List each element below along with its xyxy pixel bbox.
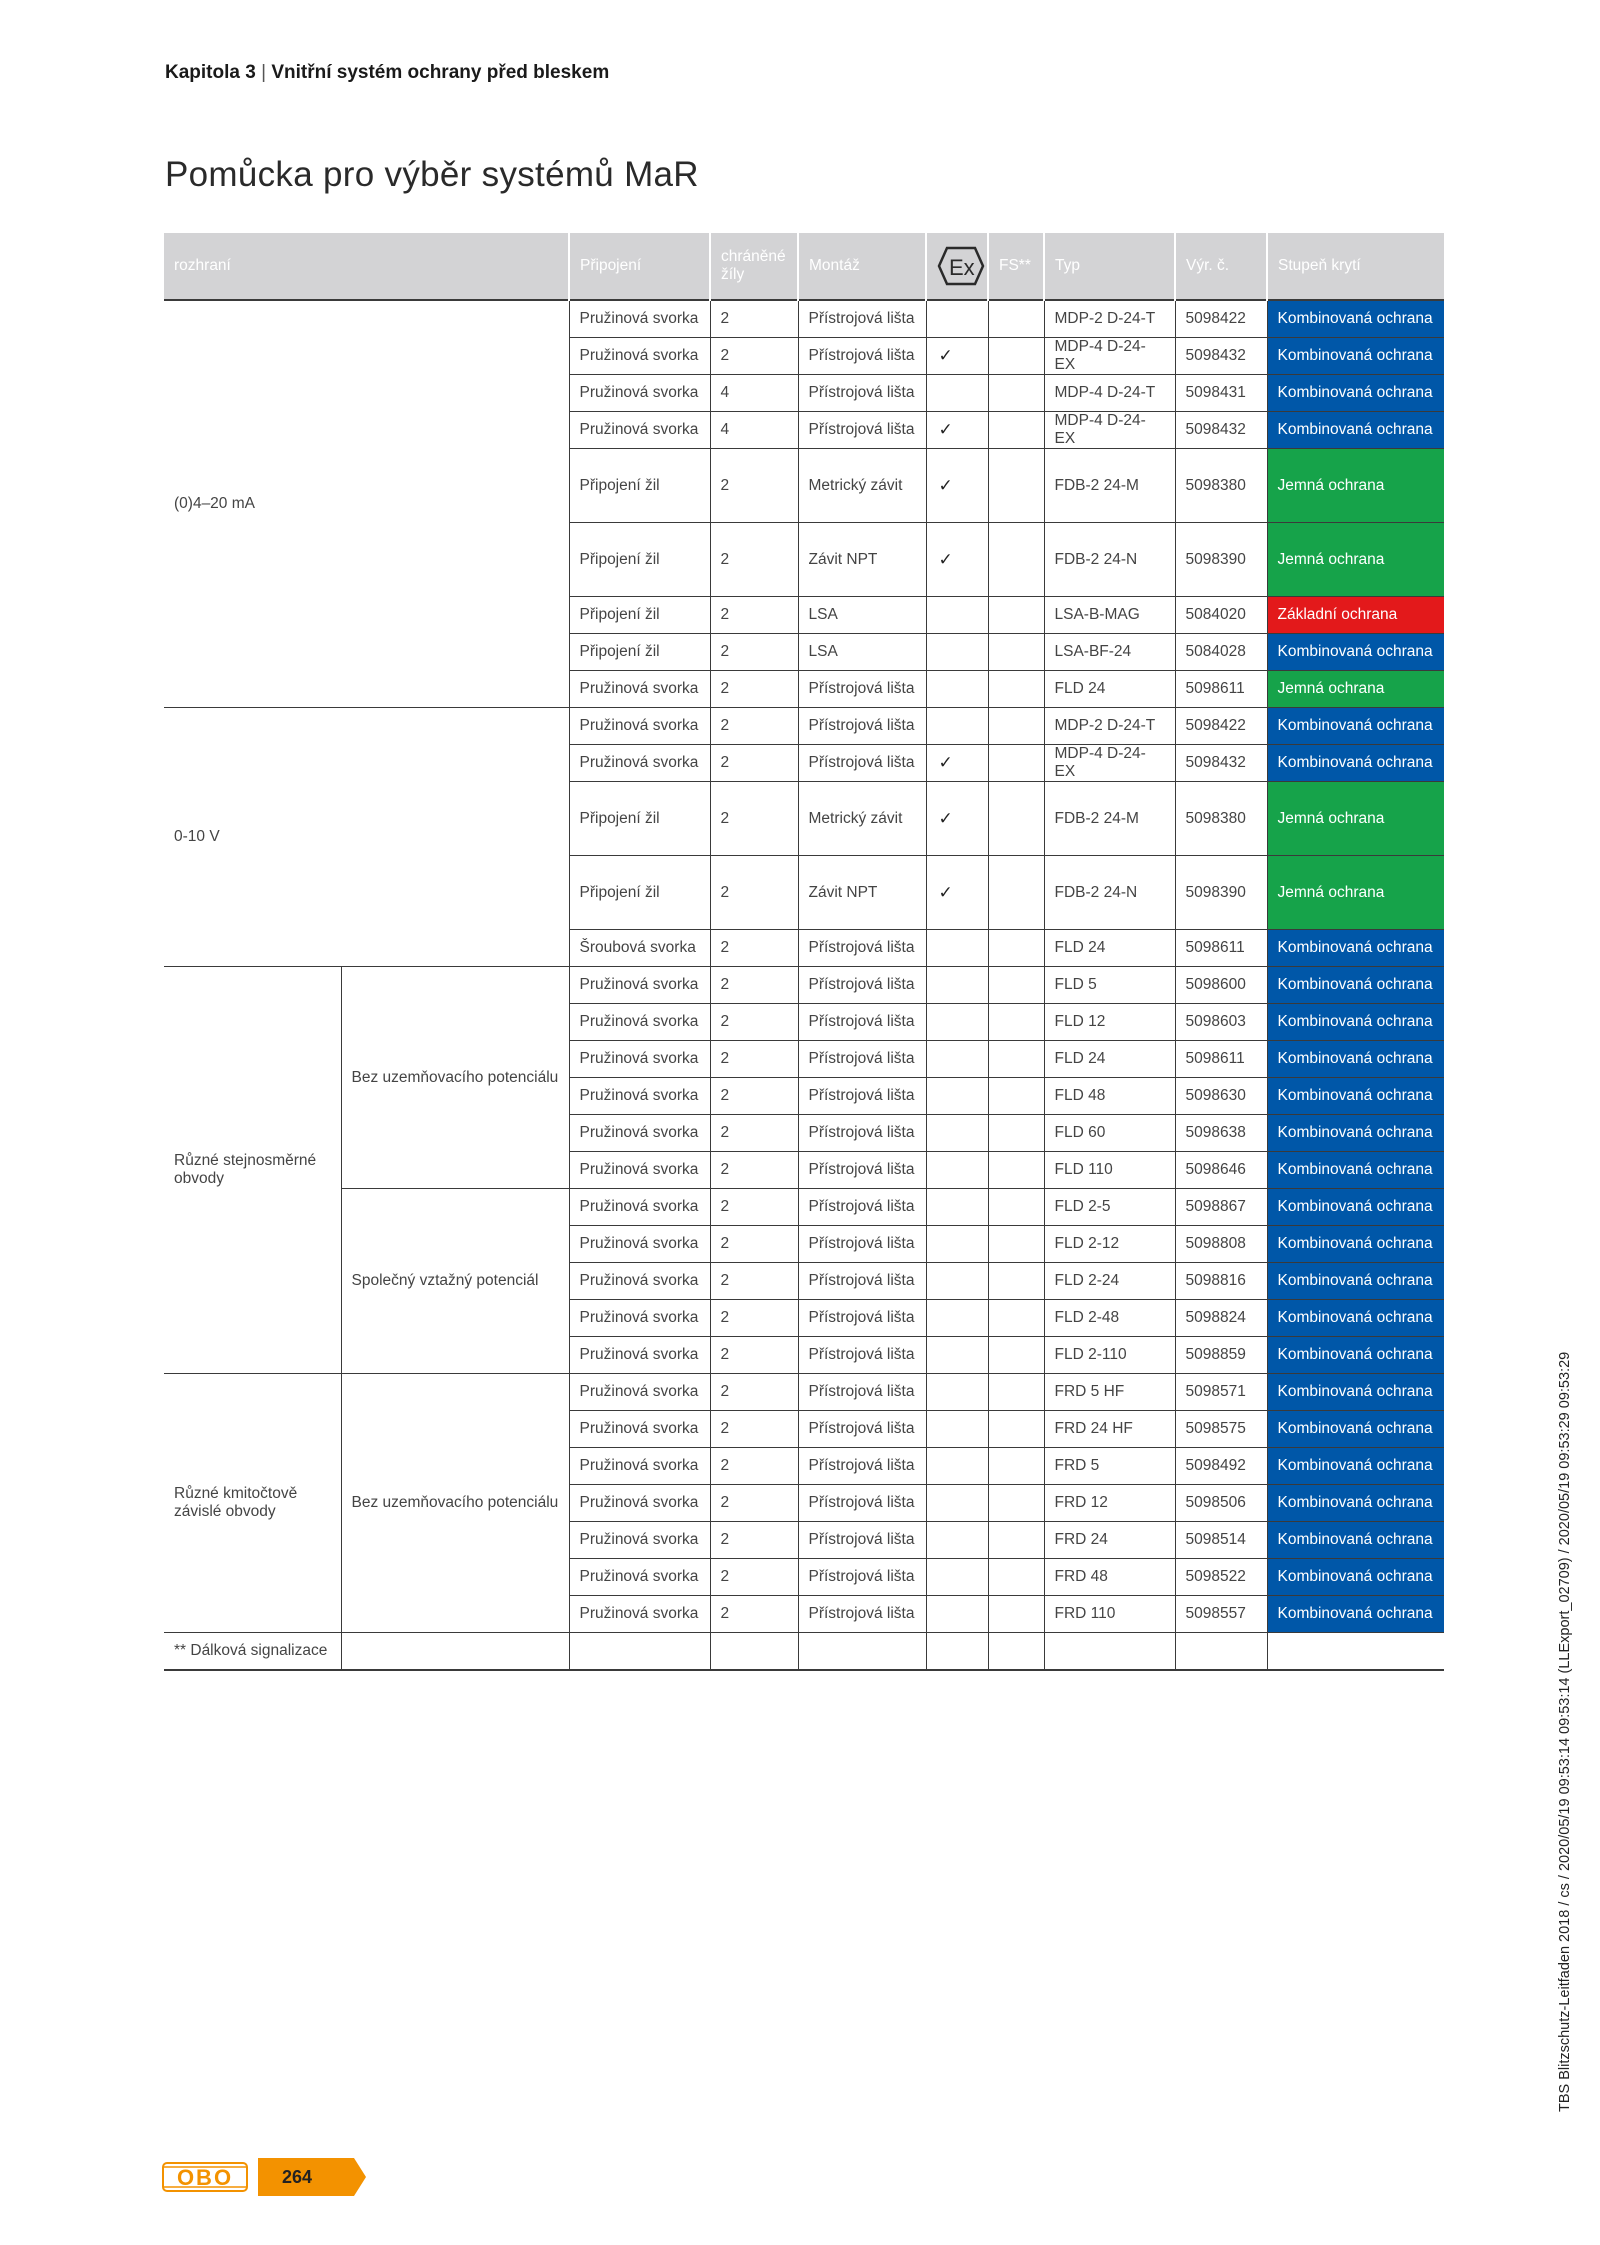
cell-typ: FLD 5	[1044, 967, 1175, 1004]
cell-stupen: Kombinovaná ochrana	[1267, 1226, 1444, 1263]
header-zily: chráněné žíly	[710, 233, 798, 300]
cell-vyr: 5098432	[1175, 412, 1267, 449]
cell-typ: FRD 24 HF	[1044, 1411, 1175, 1448]
ex-icon	[937, 245, 985, 287]
cell-stupen: Kombinovaná ochrana	[1267, 300, 1444, 338]
empty-cell	[341, 1633, 569, 1671]
cell-vyr: 5098575	[1175, 1411, 1267, 1448]
cell-stupen: Jemná ochrana	[1267, 449, 1444, 523]
cell-montaz: Přístrojová lišta	[798, 1004, 926, 1041]
header-rozhrani: rozhraní	[164, 233, 569, 300]
cell-montaz: Metrický závit	[798, 449, 926, 523]
cell-vyr: 5098390	[1175, 856, 1267, 930]
cell-pripojeni: Pružinová svorka	[569, 1411, 710, 1448]
cell-typ: LSA-BF-24	[1044, 634, 1175, 671]
cell-stupen: Kombinovaná ochrana	[1267, 1152, 1444, 1189]
cell-stupen: Kombinovaná ochrana	[1267, 1522, 1444, 1559]
cell-vyr: 5098571	[1175, 1374, 1267, 1411]
cell-vyr: 5098808	[1175, 1226, 1267, 1263]
cell-stupen: Kombinovaná ochrana	[1267, 1448, 1444, 1485]
cell-zily: 2	[710, 634, 798, 671]
cell-stupen: Kombinovaná ochrana	[1267, 1300, 1444, 1337]
page-number: 264	[282, 2167, 313, 2187]
cell-vyr: 5098646	[1175, 1152, 1267, 1189]
header-vyr: Výr. č.	[1175, 233, 1267, 300]
cell-typ: MDP-4 D-24-EX	[1044, 338, 1175, 375]
cell-ex	[926, 1152, 988, 1189]
cell-stupen: Kombinovaná ochrana	[1267, 967, 1444, 1004]
cell-ex	[926, 1004, 988, 1041]
cell-fs	[988, 300, 1044, 338]
cell-pripojeni: Pružinová svorka	[569, 338, 710, 375]
cell-pripojeni: Pružinová svorka	[569, 1004, 710, 1041]
cell-fs	[988, 412, 1044, 449]
cell-pripojeni: Pružinová svorka	[569, 1041, 710, 1078]
cell-pripojeni: Připojení žil	[569, 634, 710, 671]
group-label: Různé stejnosměrné obvody	[164, 967, 341, 1374]
cell-zily: 4	[710, 412, 798, 449]
cell-zily: 2	[710, 708, 798, 745]
empty-cell	[798, 1633, 926, 1671]
cell-montaz: Přístrojová lišta	[798, 1485, 926, 1522]
group-label: (0)4–20 mA	[164, 300, 569, 708]
cell-vyr: 5098816	[1175, 1263, 1267, 1300]
cell-fs	[988, 1374, 1044, 1411]
cell-ex	[926, 1374, 988, 1411]
cell-typ: MDP-4 D-24-T	[1044, 375, 1175, 412]
cell-fs	[988, 1041, 1044, 1078]
header-stupen: Stupeň krytí	[1267, 233, 1444, 300]
cell-typ: FLD 2-48	[1044, 1300, 1175, 1337]
subgroup-label: Bez uzemňovacího potenciálu	[341, 967, 569, 1189]
cell-zily: 2	[710, 930, 798, 967]
cell-fs	[988, 1522, 1044, 1559]
cell-montaz: Přístrojová lišta	[798, 745, 926, 782]
cell-fs	[988, 1448, 1044, 1485]
cell-vyr: 5098432	[1175, 338, 1267, 375]
cell-stupen: Kombinovaná ochrana	[1267, 634, 1444, 671]
cell-pripojeni: Pružinová svorka	[569, 967, 710, 1004]
cell-stupen: Kombinovaná ochrana	[1267, 1596, 1444, 1633]
cell-zily: 2	[710, 782, 798, 856]
cell-typ: FLD 110	[1044, 1152, 1175, 1189]
cell-stupen: Jemná ochrana	[1267, 856, 1444, 930]
cell-zily: 2	[710, 523, 798, 597]
cell-zily: 2	[710, 1263, 798, 1300]
cell-ex	[926, 1300, 988, 1337]
cell-stupen: Základní ochrana	[1267, 597, 1444, 634]
cell-pripojeni: Pružinová svorka	[569, 1596, 710, 1633]
cell-fs	[988, 745, 1044, 782]
cell-ex: ✓	[926, 856, 988, 930]
cell-ex	[926, 1559, 988, 1596]
cell-zily: 2	[710, 1448, 798, 1485]
cell-montaz: Přístrojová lišta	[798, 1374, 926, 1411]
cell-zily: 2	[710, 1411, 798, 1448]
cell-montaz: Přístrojová lišta	[798, 1189, 926, 1226]
cell-fs	[988, 1226, 1044, 1263]
cell-typ: FLD 60	[1044, 1115, 1175, 1152]
cell-vyr: 5098432	[1175, 745, 1267, 782]
empty-cell	[926, 1633, 988, 1671]
cell-pripojeni: Připojení žil	[569, 523, 710, 597]
cell-typ: FDB-2 24-N	[1044, 523, 1175, 597]
cell-vyr: 5098522	[1175, 1559, 1267, 1596]
cell-zily: 2	[710, 1374, 798, 1411]
cell-pripojeni: Pružinová svorka	[569, 300, 710, 338]
cell-vyr: 5098611	[1175, 1041, 1267, 1078]
cell-ex	[926, 930, 988, 967]
cell-montaz: Přístrojová lišta	[798, 1300, 926, 1337]
cell-fs	[988, 338, 1044, 375]
cell-pripojeni: Připojení žil	[569, 782, 710, 856]
cell-typ: FLD 24	[1044, 1041, 1175, 1078]
cell-montaz: LSA	[798, 597, 926, 634]
cell-pripojeni: Pružinová svorka	[569, 1115, 710, 1152]
cell-ex	[926, 1411, 988, 1448]
cell-montaz: Přístrojová lišta	[798, 1337, 926, 1374]
cell-stupen: Kombinovaná ochrana	[1267, 1078, 1444, 1115]
cell-typ: FDB-2 24-M	[1044, 782, 1175, 856]
table-row	[164, 708, 1444, 745]
cell-vyr: 5098603	[1175, 1004, 1267, 1041]
cell-typ: FRD 5	[1044, 1448, 1175, 1485]
empty-cell	[988, 1633, 1044, 1671]
cell-pripojeni: Pružinová svorka	[569, 1337, 710, 1374]
cell-zily: 2	[710, 1485, 798, 1522]
cell-pripojeni: Šroubová svorka	[569, 930, 710, 967]
cell-stupen: Kombinovaná ochrana	[1267, 1189, 1444, 1226]
cell-zily: 2	[710, 1300, 798, 1337]
cell-ex	[926, 967, 988, 1004]
cell-stupen: Kombinovaná ochrana	[1267, 1374, 1444, 1411]
cell-montaz: Přístrojová lišta	[798, 1448, 926, 1485]
cell-typ: FLD 2-24	[1044, 1263, 1175, 1300]
cell-fs	[988, 375, 1044, 412]
cell-montaz: Přístrojová lišta	[798, 930, 926, 967]
cell-ex: ✓	[926, 449, 988, 523]
cell-montaz: Přístrojová lišta	[798, 412, 926, 449]
empty-cell	[1175, 1633, 1267, 1671]
cell-typ: MDP-2 D-24-T	[1044, 708, 1175, 745]
cell-typ: FRD 5 HF	[1044, 1374, 1175, 1411]
cell-montaz: Přístrojová lišta	[798, 1115, 926, 1152]
cell-pripojeni: Pružinová svorka	[569, 708, 710, 745]
cell-ex: ✓	[926, 412, 988, 449]
cell-typ: FRD 48	[1044, 1559, 1175, 1596]
cell-ex	[926, 1337, 988, 1374]
cell-montaz: Přístrojová lišta	[798, 1596, 926, 1633]
cell-pripojeni: Pružinová svorka	[569, 1559, 710, 1596]
cell-montaz: Závit NPT	[798, 523, 926, 597]
cell-typ: FLD 24	[1044, 930, 1175, 967]
group-label: 0-10 V	[164, 708, 569, 967]
cell-ex	[926, 300, 988, 338]
cell-pripojeni: Pružinová svorka	[569, 1226, 710, 1263]
cell-zily: 2	[710, 1041, 798, 1078]
cell-pripojeni: Připojení žil	[569, 856, 710, 930]
cell-fs	[988, 856, 1044, 930]
cell-montaz: Přístrojová lišta	[798, 1041, 926, 1078]
cell-fs	[988, 1152, 1044, 1189]
cell-ex	[926, 1189, 988, 1226]
obo-logo	[162, 2158, 248, 2196]
cell-vyr: 5098859	[1175, 1337, 1267, 1374]
table-row	[164, 300, 1444, 338]
cell-typ: FLD 2-110	[1044, 1337, 1175, 1374]
cell-stupen: Kombinovaná ochrana	[1267, 1559, 1444, 1596]
cell-ex: ✓	[926, 782, 988, 856]
cell-pripojeni: Pružinová svorka	[569, 1152, 710, 1189]
cell-zily: 2	[710, 1596, 798, 1633]
cell-stupen: Kombinovaná ochrana	[1267, 338, 1444, 375]
cell-typ: FRD 24	[1044, 1522, 1175, 1559]
table-row	[164, 967, 1444, 1004]
cell-montaz: Závit NPT	[798, 856, 926, 930]
cell-zily: 2	[710, 967, 798, 1004]
cell-montaz: Přístrojová lišta	[798, 967, 926, 1004]
empty-cell	[569, 1633, 710, 1671]
cell-vyr: 5098380	[1175, 449, 1267, 523]
cell-zily: 2	[710, 338, 798, 375]
empty-cell	[710, 1633, 798, 1671]
cell-typ: FRD 12	[1044, 1485, 1175, 1522]
cell-pripojeni: Připojení žil	[569, 449, 710, 523]
table-header-row	[164, 233, 1444, 300]
cell-montaz: Přístrojová lišta	[798, 300, 926, 338]
cell-montaz: Metrický závit	[798, 782, 926, 856]
header-fs: FS**	[988, 233, 1044, 300]
cell-typ: FLD 24	[1044, 671, 1175, 708]
ex-icon-label: Ex	[949, 255, 975, 280]
cell-vyr: 5098514	[1175, 1522, 1267, 1559]
cell-typ: FLD 12	[1044, 1004, 1175, 1041]
cell-zily: 4	[710, 375, 798, 412]
table-row	[164, 1374, 1444, 1411]
cell-fs	[988, 634, 1044, 671]
cell-pripojeni: Pružinová svorka	[569, 1485, 710, 1522]
cell-montaz: Přístrojová lišta	[798, 1226, 926, 1263]
header-montaz: Montáž	[798, 233, 926, 300]
obo-logo-text: OBO	[176, 2165, 234, 2190]
cell-fs	[988, 930, 1044, 967]
cell-vyr: 5098380	[1175, 782, 1267, 856]
cell-zily: 2	[710, 1226, 798, 1263]
cell-ex	[926, 1485, 988, 1522]
cell-ex	[926, 1078, 988, 1115]
cell-ex	[926, 671, 988, 708]
cell-montaz: Přístrojová lišta	[798, 338, 926, 375]
cell-montaz: Přístrojová lišta	[798, 671, 926, 708]
cell-stupen: Jemná ochrana	[1267, 671, 1444, 708]
cell-vyr: 5098611	[1175, 930, 1267, 967]
cell-stupen: Kombinovaná ochrana	[1267, 1337, 1444, 1374]
cell-typ: FRD 110	[1044, 1596, 1175, 1633]
cell-ex	[926, 597, 988, 634]
cell-pripojeni: Pružinová svorka	[569, 1189, 710, 1226]
cell-fs	[988, 449, 1044, 523]
cell-ex	[926, 1041, 988, 1078]
cell-fs	[988, 1485, 1044, 1522]
table-row	[164, 1189, 1444, 1226]
cell-pripojeni: Pružinová svorka	[569, 1300, 710, 1337]
cell-montaz: Přístrojová lišta	[798, 708, 926, 745]
cell-montaz: Přístrojová lišta	[798, 1522, 926, 1559]
cell-fs	[988, 967, 1044, 1004]
cell-zily: 2	[710, 1189, 798, 1226]
chapter-heading: Kapitola 3 | Vnitřní systém ochrany před bleskem	[165, 62, 610, 83]
cell-zily: 2	[710, 856, 798, 930]
cell-ex	[926, 634, 988, 671]
footnote: ** Dálková signalizace	[164, 1633, 341, 1671]
cell-typ: FDB-2 24-N	[1044, 856, 1175, 930]
cell-vyr: 5098630	[1175, 1078, 1267, 1115]
cell-fs	[988, 1411, 1044, 1448]
cell-montaz: Přístrojová lišta	[798, 1411, 926, 1448]
cell-vyr: 5084020	[1175, 597, 1267, 634]
cell-zily: 2	[710, 671, 798, 708]
cell-zily: 2	[710, 1559, 798, 1596]
cell-zily: 2	[710, 1522, 798, 1559]
cell-typ: MDP-4 D-24-EX	[1044, 412, 1175, 449]
cell-pripojeni: Pružinová svorka	[569, 1374, 710, 1411]
cell-montaz: Přístrojová lišta	[798, 1559, 926, 1596]
cell-pripojeni: Připojení žil	[569, 597, 710, 634]
cell-ex	[926, 708, 988, 745]
cell-fs	[988, 1115, 1044, 1152]
cell-fs	[988, 1300, 1044, 1337]
cell-stupen: Kombinovaná ochrana	[1267, 1004, 1444, 1041]
cell-vyr: 5098422	[1175, 300, 1267, 338]
cell-fs	[988, 1596, 1044, 1633]
cell-pripojeni: Pružinová svorka	[569, 412, 710, 449]
cell-montaz: Přístrojová lišta	[798, 1263, 926, 1300]
cell-stupen: Kombinovaná ochrana	[1267, 375, 1444, 412]
page-title: Pomůcka pro výběr systémů MaR	[165, 155, 699, 194]
header-pripojeni: Připojení	[569, 233, 710, 300]
cell-pripojeni: Pružinová svorka	[569, 1522, 710, 1559]
cell-stupen: Kombinovaná ochrana	[1267, 1411, 1444, 1448]
cell-zily: 2	[710, 300, 798, 338]
cell-fs	[988, 1337, 1044, 1374]
subgroup-label: Bez uzemňovacího potenciálu	[341, 1374, 569, 1633]
selection-table	[164, 233, 1444, 1671]
cell-ex	[926, 1115, 988, 1152]
cell-ex	[926, 1596, 988, 1633]
cell-fs	[988, 782, 1044, 856]
cell-vyr: 5098638	[1175, 1115, 1267, 1152]
cell-pripojeni: Pružinová svorka	[569, 671, 710, 708]
cell-stupen: Kombinovaná ochrana	[1267, 1485, 1444, 1522]
group-label: Různé kmitočtově závislé obvody	[164, 1374, 341, 1633]
cell-stupen: Kombinovaná ochrana	[1267, 708, 1444, 745]
cell-ex: ✓	[926, 338, 988, 375]
cell-fs	[988, 1004, 1044, 1041]
empty-cell	[1267, 1633, 1444, 1671]
cell-vyr: 5098506	[1175, 1485, 1267, 1522]
cell-typ: MDP-4 D-24-EX	[1044, 745, 1175, 782]
cell-ex	[926, 1522, 988, 1559]
cell-zily: 2	[710, 1152, 798, 1189]
cell-ex	[926, 1263, 988, 1300]
cell-fs	[988, 1559, 1044, 1596]
cell-montaz: Přístrojová lišta	[798, 1078, 926, 1115]
cell-pripojeni: Pružinová svorka	[569, 745, 710, 782]
cell-typ: LSA-B-MAG	[1044, 597, 1175, 634]
cell-typ: FLD 2-5	[1044, 1189, 1175, 1226]
header-ex	[926, 233, 988, 300]
cell-fs	[988, 1263, 1044, 1300]
header-typ: Typ	[1044, 233, 1175, 300]
page-number-badge	[258, 2158, 366, 2196]
cell-vyr: 5098492	[1175, 1448, 1267, 1485]
cell-pripojeni: Pružinová svorka	[569, 1078, 710, 1115]
cell-vyr: 5098600	[1175, 967, 1267, 1004]
cell-stupen: Kombinovaná ochrana	[1267, 412, 1444, 449]
cell-fs	[988, 671, 1044, 708]
cell-vyr: 5098431	[1175, 375, 1267, 412]
cell-zily: 2	[710, 1337, 798, 1374]
cell-fs	[988, 523, 1044, 597]
empty-cell	[1044, 1633, 1175, 1671]
cell-stupen: Kombinovaná ochrana	[1267, 1115, 1444, 1152]
cell-ex	[926, 1448, 988, 1485]
cell-typ: FLD 48	[1044, 1078, 1175, 1115]
cell-zily: 2	[710, 745, 798, 782]
cell-stupen: Kombinovaná ochrana	[1267, 930, 1444, 967]
cell-vyr: 5098867	[1175, 1189, 1267, 1226]
cell-stupen: Kombinovaná ochrana	[1267, 1263, 1444, 1300]
cell-typ: FDB-2 24-M	[1044, 449, 1175, 523]
cell-pripojeni: Pružinová svorka	[569, 1448, 710, 1485]
cell-montaz: Přístrojová lišta	[798, 375, 926, 412]
cell-pripojeni: Pružinová svorka	[569, 1263, 710, 1300]
cell-ex: ✓	[926, 523, 988, 597]
footnote-row	[164, 1633, 1444, 1671]
cell-zily: 2	[710, 449, 798, 523]
cell-stupen: Jemná ochrana	[1267, 782, 1444, 856]
cell-zily: 2	[710, 1078, 798, 1115]
cell-stupen: Kombinovaná ochrana	[1267, 1041, 1444, 1078]
cell-fs	[988, 1189, 1044, 1226]
cell-zily: 2	[710, 1115, 798, 1152]
cell-vyr: 5098824	[1175, 1300, 1267, 1337]
cell-stupen: Jemná ochrana	[1267, 523, 1444, 597]
cell-typ: MDP-2 D-24-T	[1044, 300, 1175, 338]
cell-fs	[988, 597, 1044, 634]
cell-montaz: LSA	[798, 634, 926, 671]
sidebar-print-info: TBS Blitzschutz-Leitfaden 2018 / cs / 2020/05/19 09:53:14 09:53:14 (LLExport_02709) / 2020/05/19 09:53:29 09:53:29	[1557, 1351, 1573, 2112]
cell-ex	[926, 375, 988, 412]
cell-ex: ✓	[926, 745, 988, 782]
cell-zily: 2	[710, 1004, 798, 1041]
cell-zily: 2	[710, 597, 798, 634]
cell-fs	[988, 708, 1044, 745]
subgroup-label: Společný vztažný potenciál	[341, 1189, 569, 1374]
cell-vyr: 5098611	[1175, 671, 1267, 708]
cell-pripojeni: Pružinová svorka	[569, 375, 710, 412]
cell-vyr: 5084028	[1175, 634, 1267, 671]
cell-fs	[988, 1078, 1044, 1115]
cell-montaz: Přístrojová lišta	[798, 1152, 926, 1189]
cell-stupen: Kombinovaná ochrana	[1267, 745, 1444, 782]
cell-ex	[926, 1226, 988, 1263]
cell-vyr: 5098422	[1175, 708, 1267, 745]
cell-vyr: 5098390	[1175, 523, 1267, 597]
cell-typ: FLD 2-12	[1044, 1226, 1175, 1263]
cell-vyr: 5098557	[1175, 1596, 1267, 1633]
